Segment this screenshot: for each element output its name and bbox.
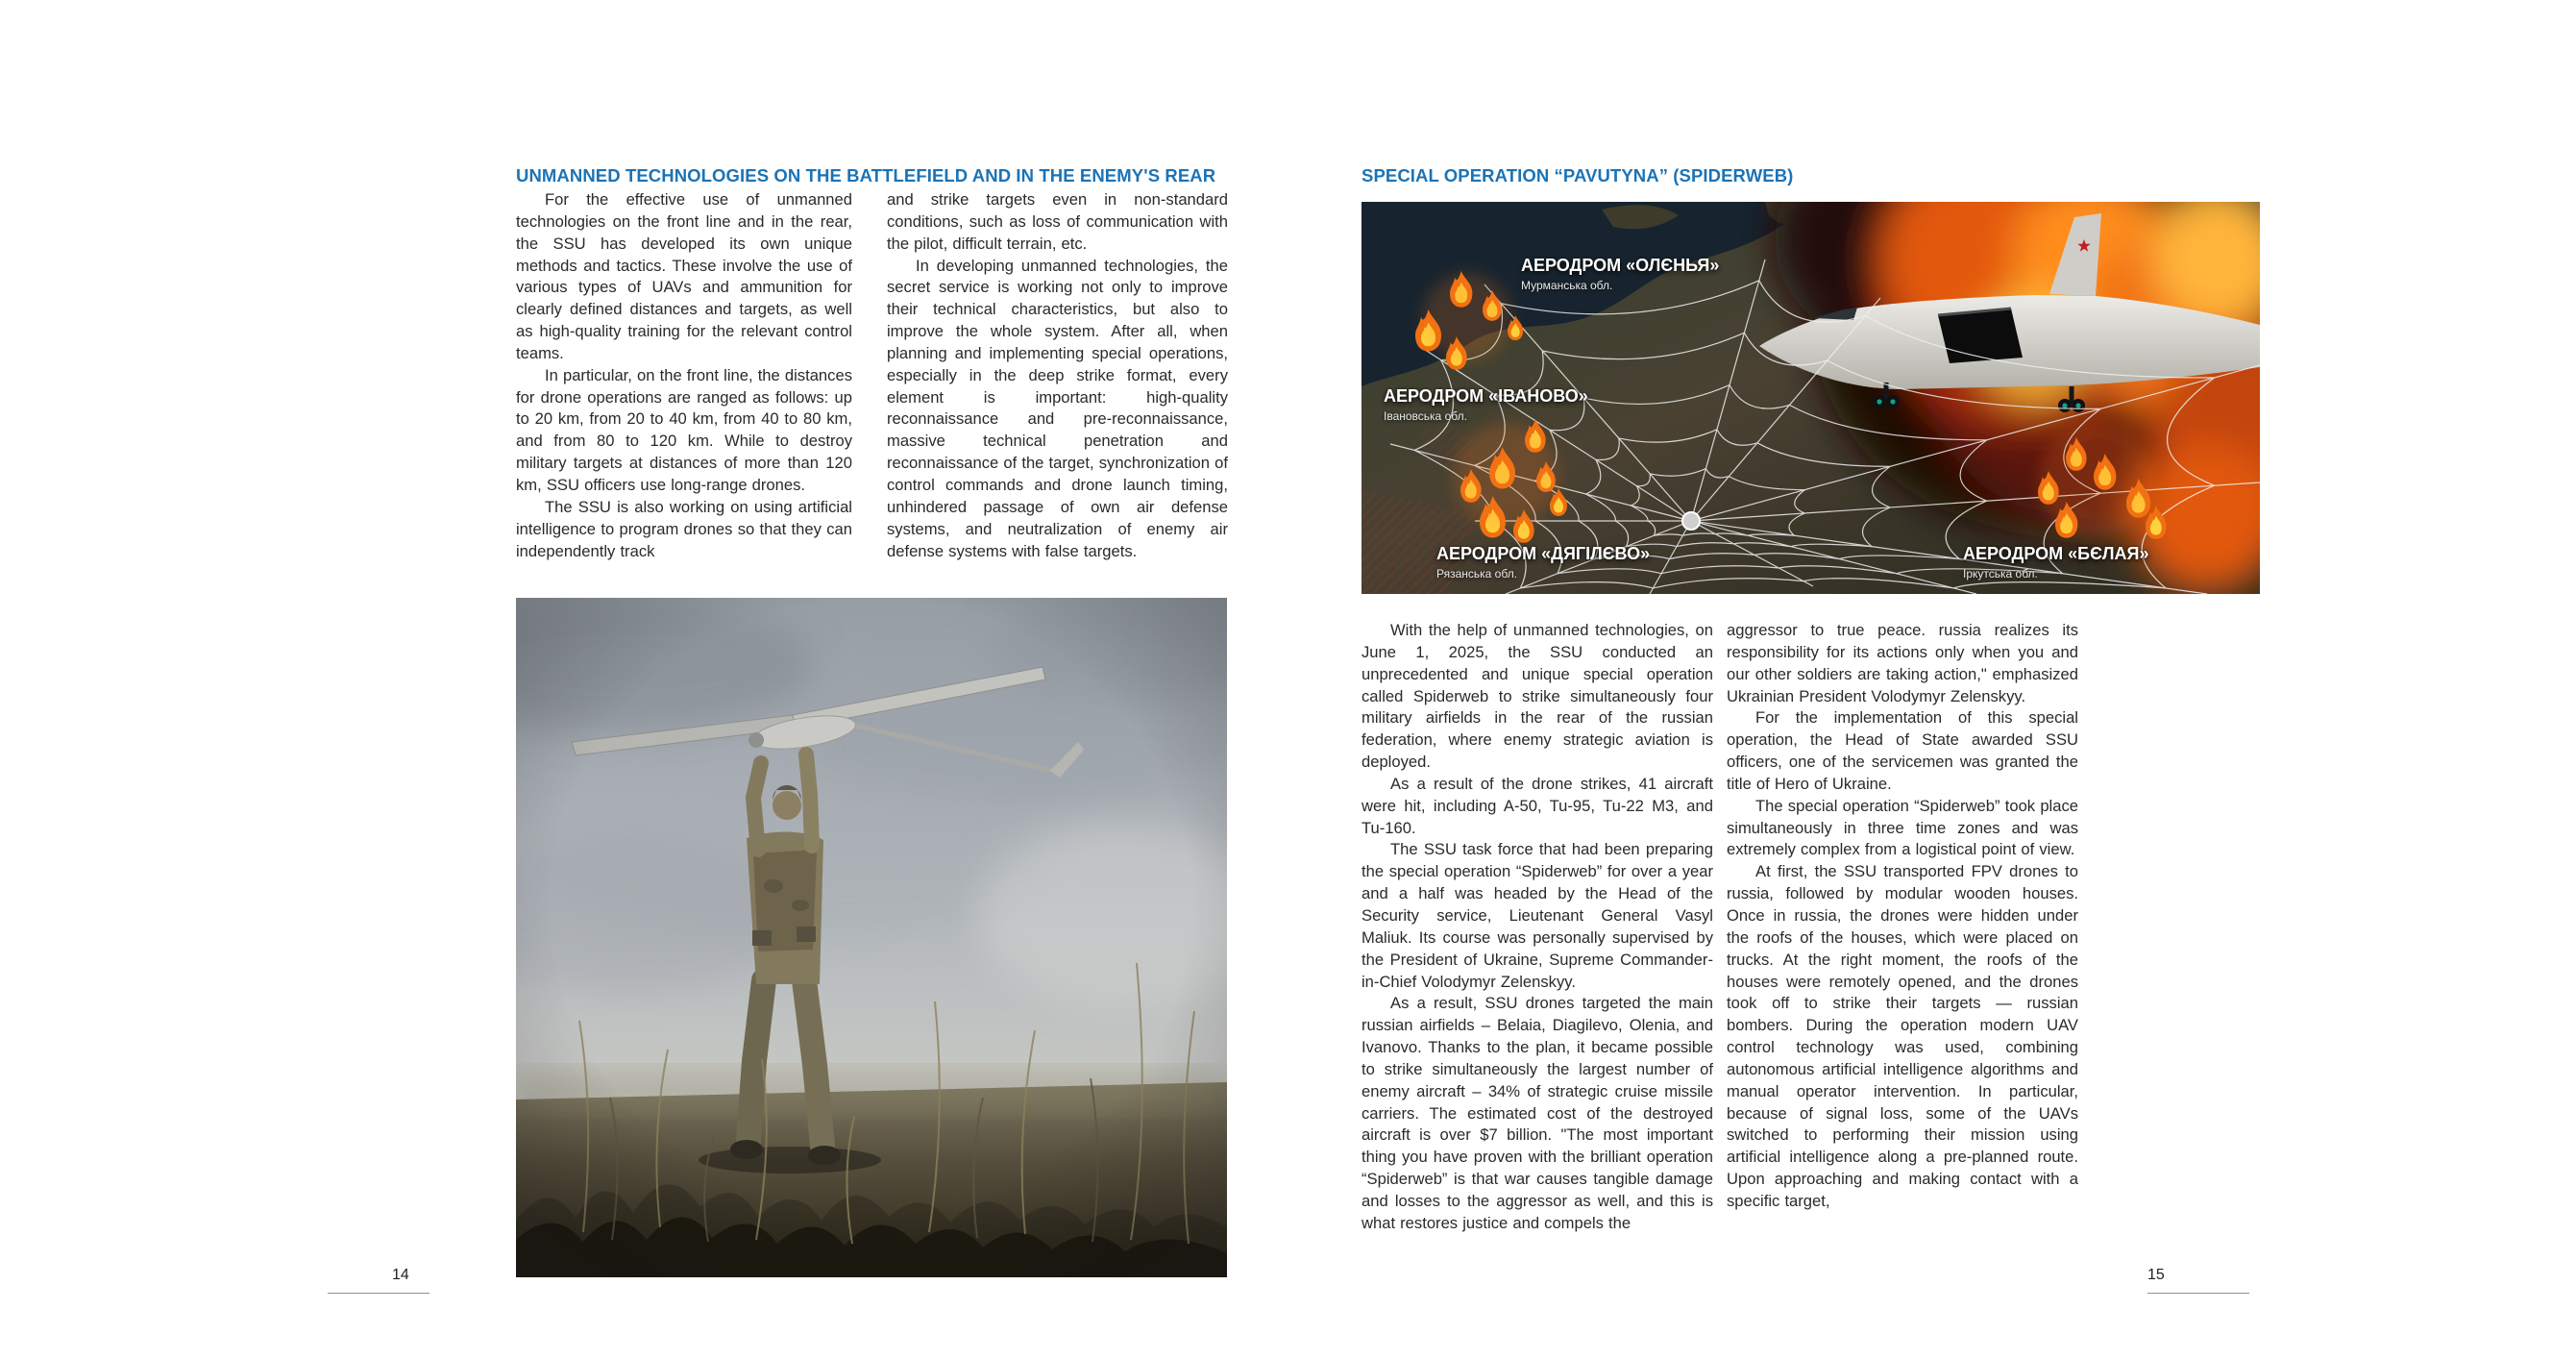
airfield-name: АЕРОДРОМ «ДЯГІЛЄВО» [1436,544,1651,563]
right-page-column-1 [1362,620,1713,1235]
airfield-name: АЕРОДРОМ «ІВАНОВО» [1384,386,1588,406]
heading-special-operation: SPECIAL OPERATION “PAVUTYNA” (SPIDERWEB) [1362,165,1794,186]
map-illustration [1362,202,2260,594]
airfield-region: Іркутська обл. [1963,567,2038,581]
airfield-name: АЕРОДРОМ «БЄЛАЯ» [1963,544,2149,563]
airfield-region: Івановська обл. [1384,409,1467,423]
paragraph: As a result of the drone strikes, 41 aircraft were hit, including A-50, Tu-95, Tu-22 M3, and Tu-160. [1362,774,1713,837]
heading-unmanned-technologies: UNMANNED TECHNOLOGIES ON THE BATTLEFIELD AND IN THE ENEMY'S REAR [516,165,1216,186]
airfield-region: Рязанська обл. [1436,567,1518,581]
paragraph: The SSU task force that had been preparing the special operation “Spiderweb” for over a year and a half was headed by the Head of the Security service, Lieutenant General Vasyl Maliuk. Its course was personally supervised by the President of Ukraine, Supreme Commander-in-Chief Volodymyr Zelenskyy. [1362,840,1713,991]
paragraph: aggressor to true peace. russia realizes its responsibility for its actions only when you and our other soldiers are taking action," emphasized Ukrainian President Volodymyr Zelenskyy. [1727,621,2078,705]
airfield-region: Мурманська обл. [1521,279,1613,292]
paragraph: The SSU is also working on using artificial intelligence to program drones so that they can independently track [516,497,852,560]
spiderweb-map [1362,202,2260,594]
page-number-right: 15 [2147,1267,2165,1283]
paragraph: For the effective use of unmanned technologies on the front line and in the rear, the SSU has developed its own unique methods and tactics. These involve the use of various types of UAVs and ammunition for clearly defined distances and targets, as well as high-quality training for the relevant control teams. [516,190,852,362]
paragraph: The special operation “Spiderweb” took place simultaneously in three time zones and was extremely complex from a logistical point of view. [1727,796,2078,859]
airfield-name: АЕРОДРОМ «ОЛЄНЬЯ» [1521,256,1720,275]
page-rule-left [328,1293,429,1294]
left-page-column-2 [887,189,1228,562]
page-rule-right [2147,1293,2249,1294]
paragraph: As a result, SSU drones targeted the main russian airfields – Belaia, Diagilevo, Olenia, and Ivanovo. Thanks to the plan, it became possible to strike simultaneously the largest number of enemy aircraft – 34% of strategic cruise missile carriers. The estimated cost of the destroyed aircraft is over $7 billion. "The most important thing you have proven with the brilliant operation “Spiderweb” is that war causes tangible damage and losses to the aggressor as well, and this is what restores justice and compels the [1362,994,1713,1232]
web-center-node [1682,512,1700,530]
paragraph: In particular, on the front line, the distances for drone operations are ranged as follows: up to 20 km, from 20 to 40 km, from 40 to 80 km, and from 80 to 120 km. While to destroy military targets at distances of more than 120 km, SSU officers use long-range drones. [516,365,852,494]
paragraph: and strike targets even in non-standard conditions, such as loss of communication with the pilot, difficult terrain, etc. [887,190,1228,253]
right-page-column-2 [1727,620,2078,1213]
photo-illustration [516,598,1227,1277]
soldier-drone-photo [516,598,1227,1277]
paragraph: At first, the SSU transported FPV drones to russia, followed by modular wooden houses. Once in russia, the drones were hidden under the roofs of the houses, which were placed on trucks. At the right moment, the roofs of the houses were remotely opened, and the drones took off to strike their targets — russian bombers. During the operation modern UAV control technology was used, combining autonomous artificial intelligence algorithms and manual operator intervention. In particular, because of signal loss, some of the UAVs switched to performing their mission using artificial intelligence along a pre-planned route. Upon approaching and making contact with a specific target, [1727,862,2078,1210]
paragraph: In developing unmanned technologies, the secret service is working not only to improve their technical characteristics, but also to improve the whole system. After all, when planning and implementing special operations, especially in the deep strike format, every element is important: high-quality reconnaissance and pre-reconnaissance, massive technical penetration and reconnaissance of the target, synchronization of control commands and drone launch timing, unhindered passage of own air defense systems, and neutralization of enemy air defense systems with false targets. [887,256,1228,560]
paragraph: For the implementation of this special operation, the Head of State awarded SSU officers, one of the servicemen was granted the title of Hero of Ukraine. [1727,708,2078,793]
page-number-left: 14 [392,1267,409,1283]
paragraph: With the help of unmanned technologies, on June 1, 2025, the SSU conducted an unprecedented and unique special operation called Spiderweb to strike simultaneously four military airfields in the rear of the russian federation, where enemy strategic aviation is deployed. [1362,621,1713,772]
left-page-column-1 [516,189,852,562]
